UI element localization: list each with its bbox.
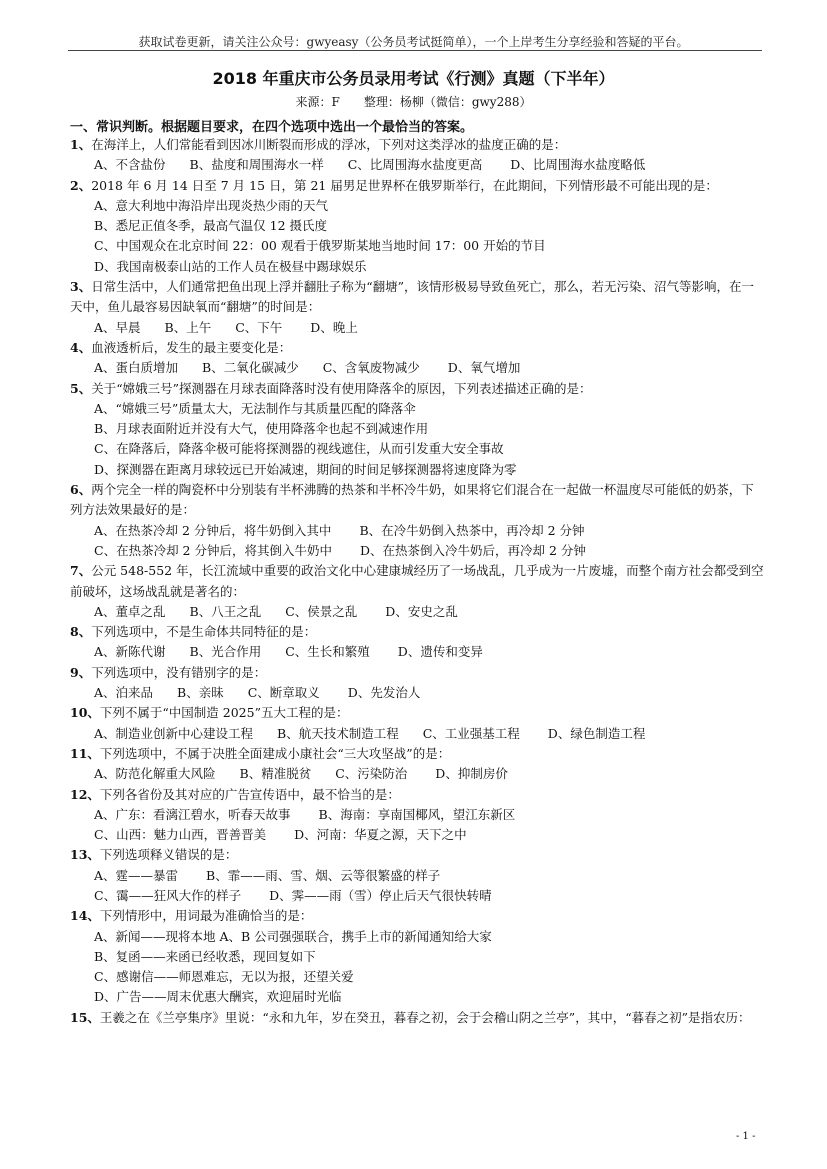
option-row [70, 947, 764, 967]
question-stem: 下列选项中，不属于决胜全面建成小康社会“三大攻坚战”的是： [99, 745, 451, 761]
question-text [70, 744, 764, 764]
option-row [70, 216, 764, 236]
answer-option: A、防范化解重大风险 [94, 766, 216, 782]
option-row [70, 825, 764, 845]
answer-option: B、悉尼正值冬季，最高气温仅 12 摄氏度 [94, 218, 328, 234]
question-stem: 在海洋上，人们常能看到因冰川断裂而形成的浮冰，下列对这类浮冰的盐度正确的是： [91, 137, 567, 152]
option-row [70, 521, 764, 541]
answer-option: C、感谢信——师恩难忘，无以为报，还望关爱 [94, 969, 354, 985]
answer-option: D、在热茶倒入冷牛奶后，再冷却 2 分钟 [359, 542, 586, 558]
answer-option: A、董卓之乱 [94, 603, 166, 619]
answer-option: C、山西：魅力山西，晋善晋美 [94, 827, 267, 843]
header-divider [68, 50, 762, 51]
question-stem: 血液透析后，发生的最主要变化是： [91, 339, 292, 355]
answer-option: A、蛋白质增加 [94, 360, 179, 376]
question-number: 10、 [70, 705, 100, 721]
question-number: 11、 [70, 745, 100, 761]
answer-option: B、海南：享南国椰风，望江东新区 [318, 806, 516, 822]
answer-option: C、霭——狂风大作的样子 [94, 887, 242, 903]
answer-option: C、在降落后，降落伞极可能将探测器的视线遮住，从而引发重大安全事故 [94, 441, 504, 457]
answer-option: C、断章取义 [247, 685, 320, 701]
answer-option: D、我国南极泰山站的工作人员在极昼中踢球娱乐 [94, 258, 367, 274]
option-row [70, 987, 764, 1007]
question-text [70, 785, 764, 805]
answer-option: B、盐度和周围海水一样 [189, 157, 324, 173]
answer-option: C、在热茶冷却 2 分钟后，将其倒入牛奶中 [94, 542, 332, 558]
question-number: 6、 [70, 482, 92, 498]
option-row [70, 642, 764, 662]
question-number: 2、 [70, 177, 92, 193]
source-line: 来源：F 整理：杨柳（微信：gwy288） [295, 95, 532, 109]
option-row [70, 236, 764, 256]
answer-option: B、航天技术制造工程 [277, 725, 399, 741]
page-number: - 1 - [736, 1131, 756, 1142]
answer-option: A、泊来品 [94, 685, 154, 701]
question-stem: 2018 年 6 月 14 日至 7 月 15 日，第 21 届男足世界杯在俄罗斯举行，在此期间，下列情形最不可能出现的是： [91, 177, 718, 193]
answer-option: C、含氧废物减少 [322, 360, 420, 376]
question-stem: 下列选项中，不是生命体共同特征的是： [91, 624, 317, 640]
question-stem: 王羲之在《兰亭集序》里说：“永和九年，岁在癸丑，暮春之初，会于会稽山阴之兰亭”，其中，“暮春之初”是指农历： [99, 1009, 751, 1025]
answer-option: A、新陈代谢 [94, 644, 166, 660]
question-text [70, 379, 764, 399]
question-number: 13、 [70, 847, 100, 863]
question-text [70, 622, 764, 642]
question-stem: 下列各省份及其对应的广告宣传语中，最不恰当的是： [99, 786, 400, 802]
option-row [70, 460, 764, 480]
question-number: 9、 [70, 664, 92, 680]
answer-option: D、河南：华夏之源，天下之中 [294, 827, 467, 843]
question-stem: 下列选项中，没有错别字的是： [91, 664, 267, 680]
answer-option: D、广告——周末优惠大酬宾，欢迎届时光临 [94, 989, 342, 1005]
answer-option: A、新闻——现将本地 A、B 公司强强联合，携手上市的新闻通知给大家 [94, 928, 492, 944]
answer-option: C、生长和繁殖 [285, 644, 370, 660]
answer-option: A、不含盐份 [94, 157, 166, 173]
option-row [70, 927, 764, 947]
question-text [70, 176, 764, 196]
option-row [70, 439, 764, 459]
option-row [70, 318, 764, 338]
answer-option: B、亲昧 [177, 685, 224, 701]
answer-option: B、光合作用 [189, 644, 262, 660]
question-number: 12、 [70, 786, 100, 802]
question-number: 4、 [70, 339, 92, 355]
answer-option: D、比周围海水盐度略低 [510, 157, 646, 173]
question-stem: 关于“嫦娥三号”探测器在月球表面降落时没有使用降落伞的原因，下列表述描述正确的是： [91, 380, 592, 396]
option-row [70, 683, 764, 703]
answer-option: B、二氧化碳减少 [202, 360, 299, 376]
question-text [70, 845, 764, 865]
answer-option: C、侯景之乱 [285, 603, 358, 619]
question-text [70, 663, 764, 683]
answer-option: D、霁——雨（雪）停止后天气很快转晴 [269, 887, 492, 903]
option-row [70, 967, 764, 987]
answer-option: A、在热茶冷却 2 分钟后，将牛奶倒入其中 [94, 522, 332, 538]
question-text [70, 277, 764, 318]
answer-option: D、遗传和变异 [397, 644, 483, 660]
document-title: 2018 年重庆市公务员录用考试《行测》真题（下半年） [212, 69, 615, 88]
option-row [70, 805, 764, 825]
question-number: 14、 [70, 908, 100, 924]
question-text [70, 480, 764, 521]
answer-option: D、安史之乱 [385, 603, 458, 619]
answer-option: B、复函——来函已经收悉，现回复如下 [94, 948, 316, 964]
option-row [70, 257, 764, 277]
question-text [70, 906, 764, 926]
option-row [70, 602, 764, 622]
answer-option: A、广东：看漓江碧水，听春天故事 [94, 806, 291, 822]
question-number: 5、 [70, 380, 92, 396]
answer-option: D、抑制房价 [435, 766, 508, 782]
answer-option: A、意大利地中海沿岸出现炎热少雨的天气 [94, 197, 329, 213]
question-number: 8、 [70, 624, 92, 640]
question-text [70, 1008, 764, 1028]
question-text [70, 135, 764, 155]
question-stem: 下列情形中，用词最为准确恰当的是： [99, 908, 313, 924]
answer-option: A、霆——暴雷 [94, 867, 179, 883]
answer-option: C、比周围海水盐度更高 [347, 157, 483, 173]
option-row [70, 358, 764, 378]
question-text [70, 338, 764, 358]
answer-option: C、工业强基工程 [422, 725, 520, 741]
answer-option: B、月球表面附近并没有大气，使用降落伞也起不到减速作用 [94, 421, 429, 437]
answer-option: D、晚上 [310, 319, 358, 335]
option-row [70, 541, 764, 561]
question-text [70, 703, 764, 723]
question-number: 15、 [70, 1009, 100, 1025]
option-row [70, 196, 764, 216]
question-stem: 公元 548-552 年，长江流域中重要的政治文化中心建康城经历了一场战乱，几乎成为一片废墟，而整个南方社会都受到空前破坏，这场战乱就是著名的： [70, 563, 764, 599]
header-note: 获取试卷更新，请关注公众号：gwyeasy（公务员考试挺简单），一个上岸考生分享经验和答疑的平台。 [138, 35, 689, 49]
answer-option: A、“嫦娥三号”质量太大，无法制作与其质量匹配的降落伞 [94, 400, 416, 416]
option-row [70, 724, 764, 744]
question-text [70, 561, 764, 602]
answer-option: D、氧气增加 [447, 360, 521, 376]
answer-option: C、下午 [235, 319, 283, 335]
option-row [70, 866, 764, 886]
option-row [70, 764, 764, 784]
question-stem: 两个完全一样的陶瓷杯中分别装有半杯沸腾的热茶和半杯冷牛奶，如果将它们混合在一起做一杯温度尽可能低的奶茶，下列方法效果最好的是： [70, 482, 754, 518]
question-stem: 下列选项释义错误的是： [99, 847, 238, 863]
answer-option: B、霏——雨、雪、烟、云等很繁盛的样子 [206, 867, 441, 883]
questions-list [70, 135, 764, 1028]
answer-option: A、早晨 [94, 319, 141, 335]
answer-option: B、上午 [164, 319, 212, 335]
answer-option: B、八王之乱 [189, 603, 262, 619]
answer-option: A、制造业创新中心建设工程 [94, 725, 254, 741]
answer-option: B、精准脱贫 [239, 766, 312, 782]
section-heading: 一、常识判断。根据题目要求，在四个选项中选出一个最恰当的答案。 [70, 120, 474, 135]
answer-option: B、在冷牛奶倒入热茶中，再冷却 2 分钟 [359, 522, 585, 538]
option-row [70, 886, 764, 906]
answer-option: D、探测器在距离月球较远已开始减速，期间的时间足够探测器将速度降为零 [94, 461, 517, 477]
option-row [70, 155, 764, 175]
question-number: 1、 [70, 137, 92, 152]
answer-option: C、中国观众在北京时间 22：00 观看于俄罗斯某地当地时间 17：00 开始的节目 [94, 238, 546, 254]
question-stem: 日常生活中，人们通常把鱼出现上浮并翻肚子称为“翻塘”，该情形极易导致鱼死亡，那么，若无污染、沼气等影响，在一天中，鱼儿最容易因缺氧而“翻塘”的时间是： [70, 279, 754, 315]
question-number: 3、 [70, 279, 92, 295]
option-row [70, 419, 764, 439]
question-number: 7、 [70, 563, 92, 579]
answer-option: D、先发治人 [347, 685, 421, 701]
option-row [70, 399, 764, 419]
answer-option: D、绿色制造工程 [547, 725, 646, 741]
question-stem: 下列不属于“中国制造 2025”五大工程的是： [99, 705, 349, 721]
answer-option: C、污染防治 [335, 766, 408, 782]
